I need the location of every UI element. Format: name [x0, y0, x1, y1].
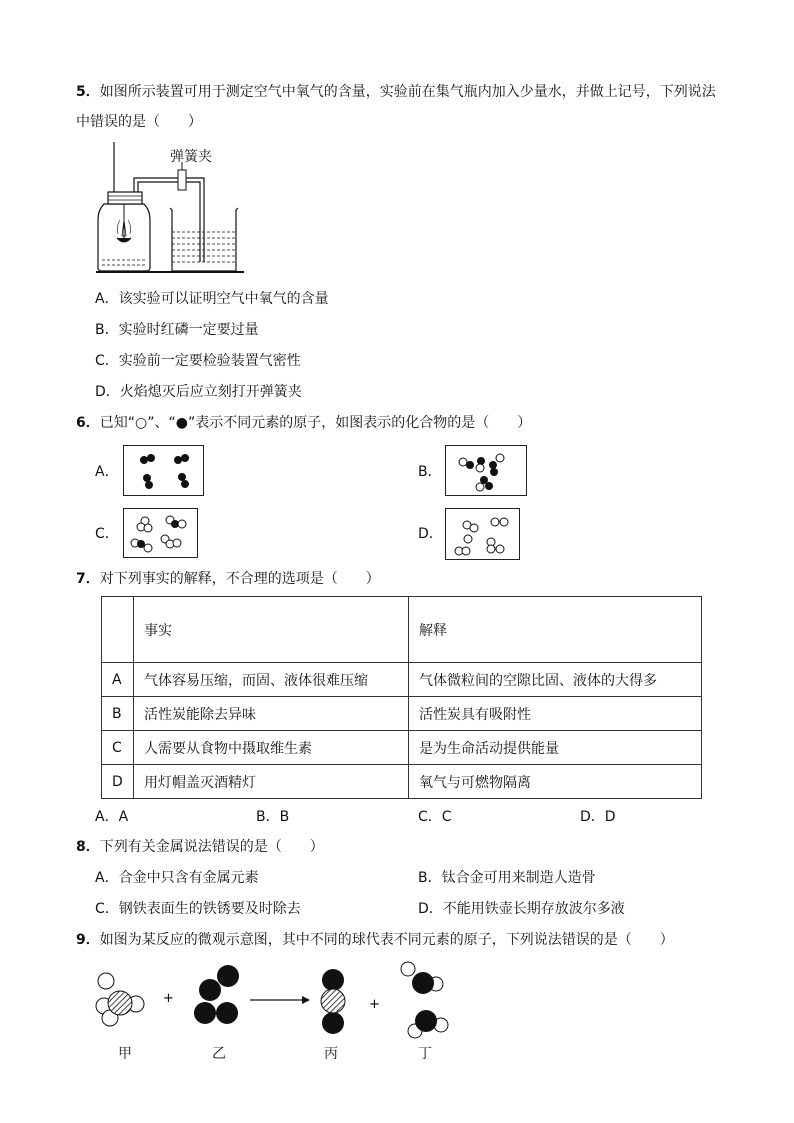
table-header-row [102, 597, 702, 663]
q5-figure-label: 弹簧夹 [170, 149, 212, 165]
q5-option-a[interactable]: A．该实验可以证明空气中氧气的含量 [95, 291, 329, 307]
q8-option-c[interactable]: C．钢铁表面生的铁锈要及时除去 [95, 901, 301, 917]
q6-label-c[interactable]: C． [95, 526, 119, 542]
q9-text: 如图为某反应的微观示意图，其中不同的球代表不同元素的原子，下列说法错误的是（ ） [99, 932, 674, 948]
table-cell: 气体微粒间的空隙比固、液体的大得多 [409, 663, 702, 697]
q7-number: 7． [76, 571, 100, 587]
molecule-ding [401, 962, 448, 1038]
q6-box-b [445, 445, 527, 496]
q6-figure-d [446, 509, 519, 559]
q6-box-c [123, 508, 198, 558]
q8-option-d[interactable]: D．不能用铁壶长期存放波尔多液 [418, 901, 625, 917]
reaction-arrow [250, 996, 310, 1004]
q9-number: 9． [76, 932, 100, 948]
table-cell: B [102, 697, 134, 731]
q5-option-b[interactable]: B．实验时红磷一定要过量 [95, 322, 259, 338]
q5-option-d[interactable]: D．火焰熄灭后应立刻打开弹簧夹 [95, 384, 302, 400]
q6-label-a[interactable]: A． [95, 464, 119, 480]
q6-number: 6． [76, 415, 100, 431]
q7-text: 对下列事实的解释，不合理的选项是（ ） [99, 571, 380, 587]
q5-apparatus-figure [96, 140, 246, 274]
q6-figure-c [124, 509, 197, 557]
q9-label-yi: 乙 [212, 1046, 226, 1062]
table-row [102, 663, 702, 697]
plus-sign-2: + [369, 997, 380, 1012]
q9-reaction-diagram [90, 958, 470, 1038]
table-header-cell: 事实 [134, 597, 409, 663]
q5-option-c[interactable]: C．实验前一定要检验装置气密性 [95, 353, 301, 369]
table-row [102, 731, 702, 765]
q9-label-bing: 丙 [324, 1046, 338, 1062]
q9-label-jia: 甲 [118, 1046, 132, 1062]
q8-option-b[interactable]: B．钛合金可用来制造人造骨 [418, 870, 596, 886]
table-header-cell: 解释 [409, 597, 702, 663]
q8-text: 下列有关金属说法错误的是（ ） [99, 839, 324, 855]
q7-table [101, 596, 702, 799]
molecule-yi [194, 965, 239, 1024]
q6-text: 已知“○”、“●”表示不同元素的原子，如图表示的化合物的是（ ） [99, 415, 532, 431]
q7-option-c[interactable]: C．C [418, 809, 452, 825]
q6-stem [76, 413, 531, 433]
table-cell: A [102, 663, 134, 697]
q6-label-b[interactable]: B． [418, 464, 442, 480]
q8-number: 8． [76, 839, 100, 855]
table-row [102, 765, 702, 799]
molecule-jia [96, 973, 144, 1026]
table-cell: 人需要从食物中摄取维生素 [134, 731, 409, 765]
plus-sign-1: + [163, 991, 174, 1006]
q6-figure-a [124, 446, 203, 495]
table-cell: 气体容易压缩，而固、液体很难压缩 [134, 663, 409, 697]
q5-text-line2: 中错误的是（ ） [76, 114, 202, 130]
q8-option-a[interactable]: A．合金中只含有金属元素 [95, 870, 259, 886]
table-cell: 氧气与可燃物隔离 [409, 765, 702, 799]
q7-stem [76, 569, 380, 589]
q8-stem [76, 837, 324, 857]
q6-box-d [445, 508, 520, 560]
table-cell: 用灯帽盖灭酒精灯 [134, 765, 409, 799]
q6-box-a [123, 445, 204, 496]
table-cell: 活性炭具有吸附性 [409, 697, 702, 731]
table-row [102, 697, 702, 731]
q9-label-ding: 丁 [418, 1046, 432, 1062]
q6-label-d[interactable]: D． [418, 526, 443, 542]
table-cell: 是为生命活动提供能量 [409, 731, 702, 765]
q5-stem-line1 [76, 82, 716, 102]
q9-stem [76, 930, 674, 950]
table-header-cell [102, 597, 134, 663]
q7-option-d[interactable]: D．D [580, 809, 616, 825]
table-cell: 活性炭能除去异味 [134, 697, 409, 731]
table-cell: C [102, 731, 134, 765]
q5-number: 5． [76, 84, 100, 100]
table-cell: D [102, 765, 134, 799]
q6-figure-b [446, 446, 526, 495]
q5-text-line1: 如图所示装置可用于测定空气中氧气的含量，实验前在集气瓶内加入少量水，并做上记号，下列说法 [99, 84, 716, 100]
molecule-bing [321, 969, 345, 1034]
q7-option-a[interactable]: A．A [95, 809, 129, 825]
q7-option-b[interactable]: B．B [256, 809, 290, 825]
